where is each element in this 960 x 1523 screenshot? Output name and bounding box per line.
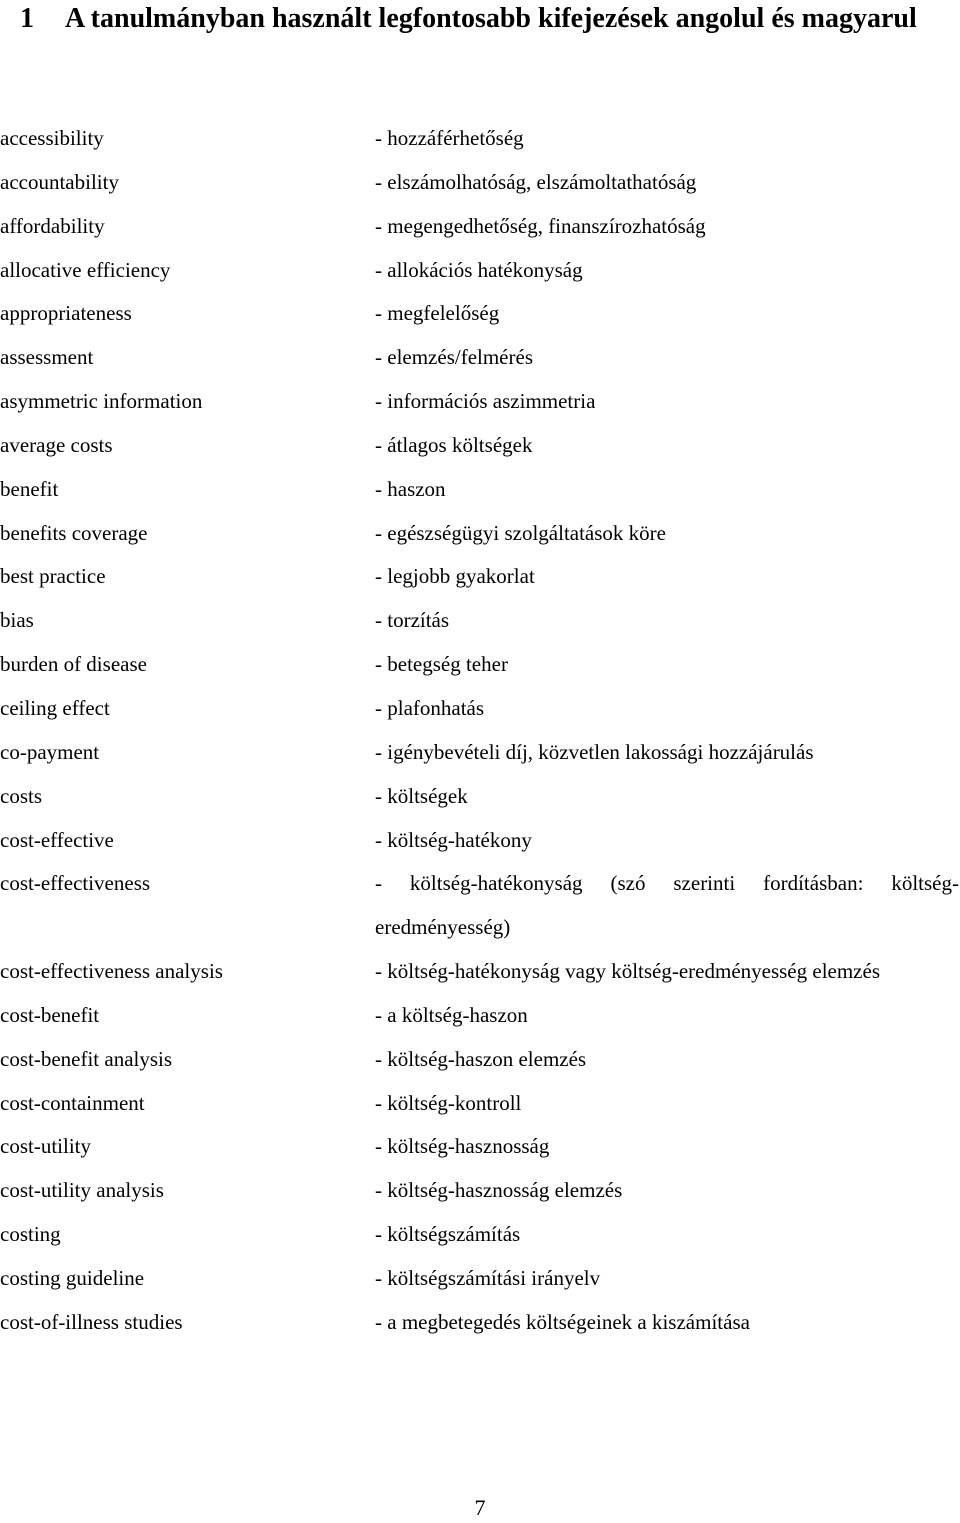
glossary-term: burden of disease — [0, 652, 147, 677]
glossary-list — [0, 117, 960, 1345]
glossary-row — [0, 205, 960, 249]
glossary-row — [0, 950, 960, 994]
glossary-definition: - költségszámítási irányelv — [375, 1265, 601, 1290]
glossary-definition: - egészségügyi szolgáltatások köre — [375, 520, 666, 545]
glossary-row — [0, 117, 960, 161]
glossary-term: cost-effectiveness analysis — [0, 959, 223, 984]
glossary-definition: - igénybevételi díj, közvetlen lakossági hozzájárulás — [375, 739, 814, 764]
glossary-definition: - allokációs hatékonyság — [375, 257, 583, 282]
glossary-row — [0, 994, 960, 1038]
glossary-term: costing guideline — [0, 1265, 145, 1290]
glossary-term: cost-effectiveness — [0, 871, 151, 896]
glossary-row — [0, 731, 960, 775]
glossary-definition: - hozzáférhetőség — [375, 126, 524, 150]
glossary-row — [0, 819, 960, 863]
glossary-definition: - a megbetegedés költségeinek a kiszámítása — [375, 1309, 750, 1334]
glossary-term: benefits coverage — [0, 520, 148, 545]
glossary-row — [0, 1213, 960, 1257]
glossary-row — [0, 161, 960, 205]
glossary-definition: - információs aszimmetria — [375, 389, 596, 414]
glossary-definition: - költségek — [375, 783, 468, 808]
glossary-definition: - elemzés/felmérés — [375, 345, 533, 370]
glossary-row — [0, 1257, 960, 1301]
glossary-term: bias — [0, 608, 34, 633]
glossary-term: assessment — [0, 345, 94, 370]
glossary-row — [0, 292, 960, 336]
glossary-term: accessibility — [0, 126, 104, 150]
glossary-definition: - torzítás — [375, 608, 450, 633]
glossary-term: allocative efficiency — [0, 257, 171, 282]
glossary-definition: - a költség-haszon — [375, 1002, 528, 1027]
glossary-term: affordability — [0, 213, 105, 238]
glossary-definition: - költség-hatékonyság vagy költség-eredményesség elemzés — [375, 959, 880, 984]
glossary-term: ceiling effect — [0, 695, 110, 720]
glossary-term: average costs — [0, 432, 113, 457]
glossary-definition: - költség-hasznosság elemzés — [375, 1178, 623, 1203]
glossary-term: cost-benefit analysis — [0, 1046, 173, 1071]
glossary-term: cost-containment — [0, 1090, 145, 1115]
glossary-row — [0, 1082, 960, 1126]
glossary-definition: - megengedhetőség, finanszírozhatóság — [375, 213, 706, 238]
glossary-term: benefit — [0, 476, 59, 501]
glossary-definition: - megfelelőség — [375, 301, 500, 326]
glossary-term: cost-benefit — [0, 1002, 100, 1027]
glossary-row — [0, 1301, 960, 1345]
glossary-row — [0, 1169, 960, 1213]
glossary-row — [0, 468, 960, 512]
glossary-row — [0, 380, 960, 424]
glossary-definition: - költség-haszon elemzés — [375, 1046, 587, 1071]
glossary-definition: - költség-kontroll — [375, 1090, 522, 1115]
glossary-row — [0, 1125, 960, 1169]
glossary-definition: - betegség teher — [375, 652, 508, 677]
section-number: 1 — [20, 3, 34, 34]
glossary-term: costs — [0, 783, 42, 808]
glossary-row — [0, 643, 960, 687]
glossary-definition: - költségszámítás — [375, 1222, 521, 1247]
glossary-definition: - elszámolhatóság, elszámoltathatóság — [375, 169, 697, 194]
page-number: 7 — [474, 1495, 486, 1520]
glossary-term: best practice — [0, 564, 106, 589]
glossary-row — [0, 687, 960, 731]
glossary-definition: - legjobb gyakorlat — [375, 564, 535, 589]
glossary-definition: - költség-hatékonyság (szó szerinti fordításban: költség-eredményesség) — [375, 871, 959, 940]
glossary-term: co-payment — [0, 739, 100, 764]
section-heading — [20, 0, 955, 38]
glossary-row — [0, 599, 960, 643]
glossary-definition: - plafonhatás — [375, 695, 485, 720]
glossary-row — [0, 555, 960, 599]
glossary-row — [0, 512, 960, 556]
glossary-term: cost-effective — [0, 827, 114, 852]
glossary-term: cost-of-illness studies — [0, 1309, 183, 1334]
glossary-term: costing — [0, 1222, 61, 1247]
section-title: A tanulmányban használt legfontosabb kifejezések angolul és magyarul — [65, 3, 917, 34]
glossary-row — [0, 336, 960, 380]
glossary-row — [0, 1038, 960, 1082]
glossary-term: asymmetric information — [0, 389, 203, 414]
glossary-term: appropriateness — [0, 301, 132, 326]
glossary-definition: - haszon — [375, 476, 446, 501]
glossary-row — [0, 424, 960, 468]
glossary-definition: - költség-hasznosság — [375, 1134, 550, 1159]
glossary-definition: - költség-hatékony — [375, 827, 532, 852]
glossary-term: cost-utility — [0, 1134, 91, 1159]
glossary-row — [0, 775, 960, 819]
glossary-term: accountability — [0, 169, 119, 194]
glossary-row — [0, 249, 960, 293]
glossary-term: cost-utility analysis — [0, 1178, 164, 1203]
glossary-row — [0, 862, 960, 950]
glossary-definition: - átlagos költségek — [375, 432, 533, 457]
